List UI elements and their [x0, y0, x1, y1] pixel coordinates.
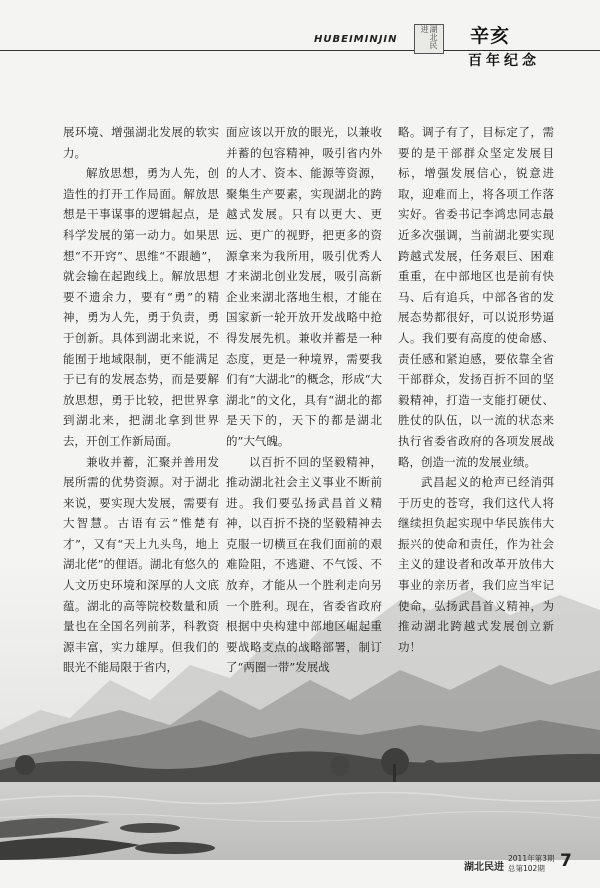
section-subtitle: 百年纪念 — [468, 53, 540, 69]
article-column-3 — [398, 122, 554, 657]
paragraph: 面应该以开放的眼光，以兼收并蓄的包容精神，吸引省内外的人才、资本、能源等资源，聚集生产要素，实现湖北的跨越式发展。只有以更大、更远、更广的视野，把更多的资源拿来为我所用，吸引优秀人才来湖北创业发展，吸引高新企业来湖北落地生根，才能在国家新一轮开放开发战略中抢得发展先机。兼收并蓄是一种态度，更是一种境界，需要我们有“大湖北”的概念，形成“大湖北”的文化，具有“湖北的都是天下的，天下的都是湖北的”大气魄。 — [226, 125, 382, 448]
seal-text: 湖北民进 — [420, 25, 438, 49]
paragraph: 解放思想，勇为人先，创造性的打开工作局面。解放思想是干事谋事的逻辑起点，是科学发展的第一动力。如果思想“不开窍”、思维“不跟趟”，就会输在起跑线上。解放思想要不遗余力，要有“勇”的精神，勇为人先，勇于负责，勇于创新。具体到湖北来说，不能囿于地域限制，更不能满足于已有的发展态势，而是要解放思想，勇于比较，把世界拿到湖北来，把湖北拿到世界去，开创工作新局面。 — [63, 166, 219, 448]
footer-magazine-name: 湖北民进 — [464, 862, 504, 873]
seal-logo — [414, 24, 444, 54]
paragraph: 展环境、增强湖北发展的软实力。 — [63, 125, 219, 160]
page-footer — [0, 850, 600, 888]
issue-line: 2011年第3期 — [508, 854, 555, 863]
paragraph: 武昌起义的枪声已经消弭于历史的苍穹，我们这代人将继续担负起实现中华民族伟大振兴的使命和责任，作为社会主义的建设者和改革开放伟大事业的亲历者，我们应当牢记使命，弘扬武昌首义精神，为推动湖北跨越式发展创立新功！ — [398, 475, 554, 654]
paragraph: 兼收并蓄，汇聚并善用发展所需的优势资源。对于湖北来说，要实现大发展，需要有大智慧。古语有云“惟楚有才”，又有“天上九头鸟，地上湖北佬”的俚语。湖北有悠久的人文历史环境和深厚的人文底蕴。湖北的高等院校数量和质量也在全国名列前茅，科教资源丰富，实力雄厚。但我们的眼光不能局限于省内， — [63, 454, 219, 675]
paragraph: 略。调子有了，目标定了，需要的是干部群众坚定发展目标，增强发展信心，锐意进取，迎难而上，将各项工作落实好。省委书记李鸿忠同志最近多次强调，当前湖北要实现跨越式发展，任务艰巨、困难重重，在中部地区也是前有快马、后有追兵，中部各省的发展态势都很好，可以说形势逼人。我们要有高度的使命感、责任感和紧迫感，要依靠全省干部群众，发扬百折不回的坚毅精神，打造一支能打硬仗、胜仗的队伍，以一流的状态来执行省委省政府的各项发展战略，创造一流的发展业绩。 — [398, 125, 554, 469]
page-header — [0, 18, 600, 68]
header-brand: HUBEIMINJIN — [314, 34, 398, 45]
footer-issue-info — [508, 854, 554, 874]
article-column-2 — [226, 122, 382, 678]
paragraph: 以百折不回的坚毅精神，推动湖北社会主义事业不断前进。我们要弘扬武昌首义精神，以百折不挠的坚毅精神去克服一切横亘在我们面前的艰难险阻，不逃避、不气馁、不放弃，才能从一个胜利走向另一个胜利。现在，省委省政府根据中央构建中部地区崛起重要战略支点的战略部署，制订了“两圈一带”发展战 — [226, 454, 382, 675]
section-title: 辛亥 — [470, 25, 511, 47]
article-column-1 — [63, 122, 219, 678]
issue-line: 总第102期 — [508, 864, 545, 873]
page-number: 7 — [560, 851, 572, 871]
